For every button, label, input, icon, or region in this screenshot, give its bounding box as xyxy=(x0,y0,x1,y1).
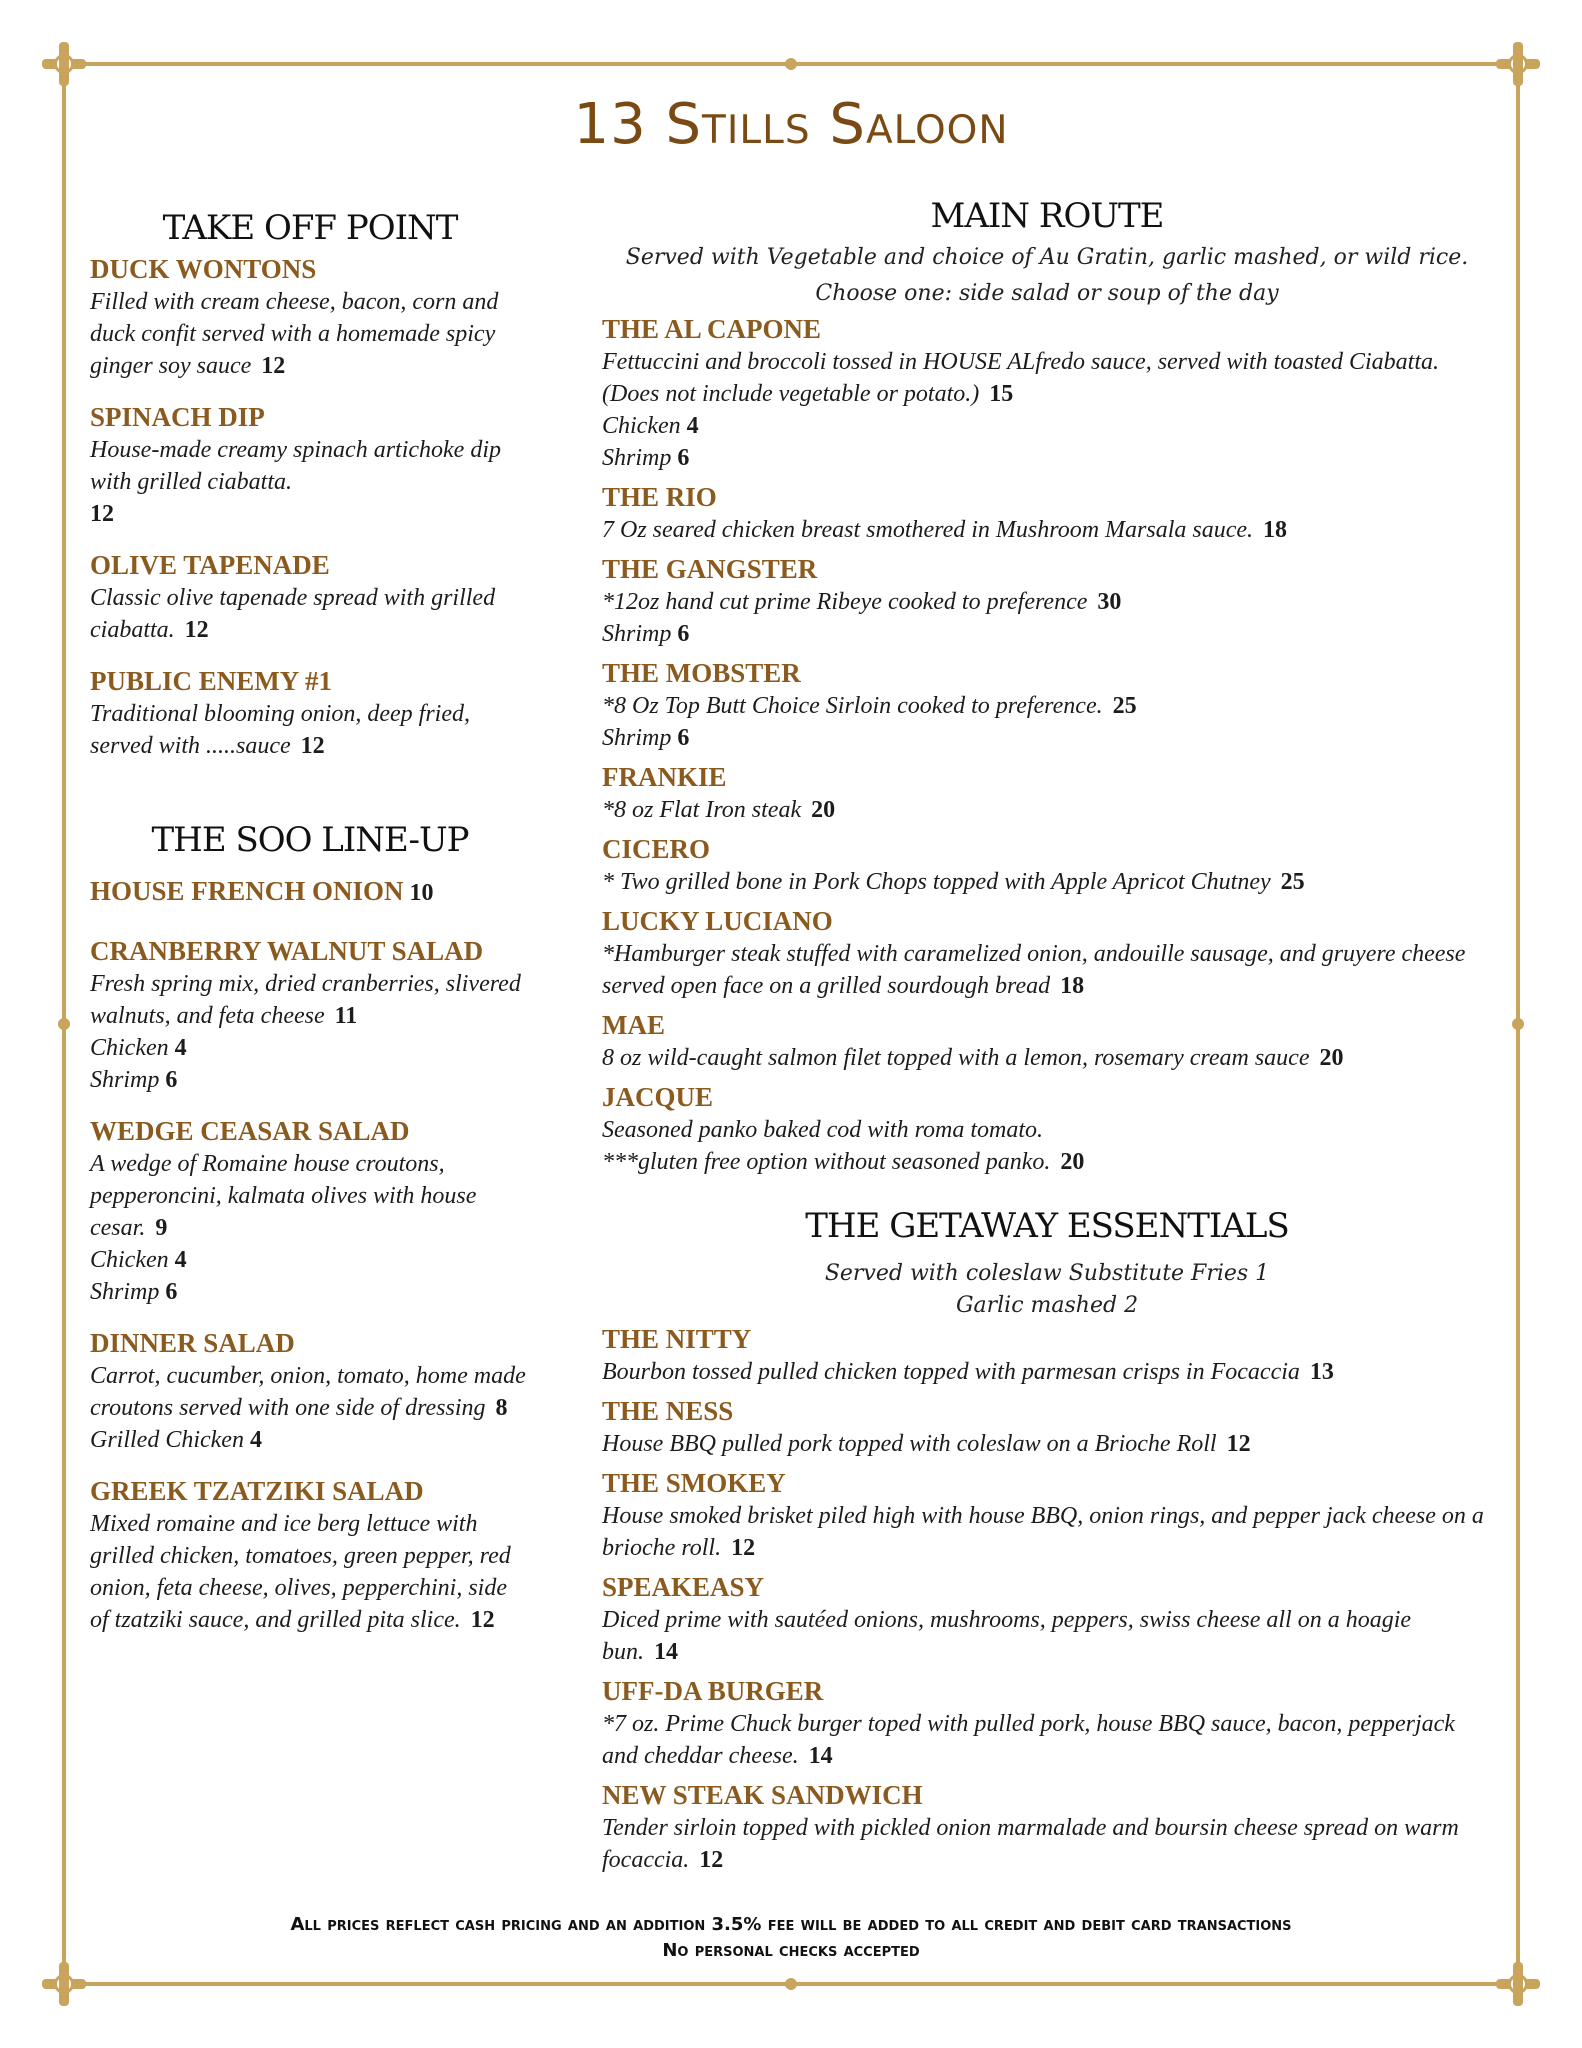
item-name: THE NESS xyxy=(602,1396,734,1426)
item-desc: House-made creamy spinach artichoke dip with grilled ciabatta. xyxy=(90,437,501,495)
item-desc: 8 oz wild-caught salmon filet topped with a lemon, rosemary cream sauce xyxy=(602,1045,1310,1071)
addon: Shrimp 6 xyxy=(602,725,690,751)
item-desc: *8 oz Flat Iron steak xyxy=(602,797,802,823)
item-name: GREEK TZATZIKI SALAD xyxy=(90,1476,424,1506)
item-price: 12 xyxy=(470,1607,495,1633)
footer-line: No personal checks accepted xyxy=(662,1940,920,1961)
item-price: 12 xyxy=(1226,1431,1251,1457)
item-name: PUBLIC ENEMY #1 xyxy=(90,666,333,696)
menu-item xyxy=(90,400,530,530)
item-name: THE NITTY xyxy=(602,1324,752,1354)
item-price: 8 xyxy=(495,1395,508,1421)
item-desc: Seasoned panko baked cod with roma tomato. xyxy=(602,1117,1044,1143)
menu-item xyxy=(602,904,1492,1002)
item-desc: Traditional blooming onion, deep fried, served with .....sauce xyxy=(90,701,471,759)
item-price: 18 xyxy=(1060,973,1085,999)
item-name: CRANBERRY WALNUT SALAD xyxy=(90,936,484,966)
menu-item xyxy=(90,664,530,762)
menu-item xyxy=(90,1474,530,1636)
item-price: 25 xyxy=(1112,693,1137,719)
item-price: 30 xyxy=(1097,589,1122,615)
item-desc: Tender sirloin topped with pickled onion marmalade and boursin cheese spread on warm focaccia. xyxy=(602,1815,1459,1873)
page-title: 13 Stills Saloon xyxy=(573,92,1009,157)
item-price: 18 xyxy=(1263,517,1288,543)
item-name: THE MOBSTER xyxy=(602,658,801,688)
right-column xyxy=(602,196,1492,1882)
menu-item xyxy=(90,874,530,908)
item-name: LUCKY LUCIANO xyxy=(602,906,833,936)
item-desc: *8 Oz Top Butt Choice Sirloin cooked to preference. xyxy=(602,693,1103,719)
item-desc: A wedge of Romaine house croutons, pepperoncini, kalmata olives with house cesar. xyxy=(90,1151,477,1241)
item-desc: House BBQ pulled pork topped with coleslaw on a Brioche Roll xyxy=(602,1431,1217,1457)
addon: Chicken 4 xyxy=(90,1035,187,1061)
take-off-point-heading: TAKE OFF POINT xyxy=(162,208,458,248)
menu-item xyxy=(90,252,530,382)
item-price: 20 xyxy=(1319,1045,1344,1071)
menu-item xyxy=(602,656,1492,754)
menu-item xyxy=(602,1080,1492,1178)
item-name: FRANKIE xyxy=(602,762,727,792)
item-name: HOUSE FRENCH ONION xyxy=(90,876,404,906)
item-desc: Classic olive tapenade spread with grilled ciabatta. xyxy=(90,585,496,643)
item-price: 13 xyxy=(1309,1359,1334,1385)
item-name: THE SMOKEY xyxy=(602,1468,786,1498)
addon: Chicken 4 xyxy=(602,413,699,439)
item-name: THE GANGSTER xyxy=(602,554,818,584)
border-dot xyxy=(785,1978,797,1990)
item-desc: House smoked brisket piled high with house BBQ, onion rings, and pepper jack cheese on a brioche roll. xyxy=(602,1503,1484,1561)
border-dot xyxy=(1512,1018,1524,1030)
item-name: SPEAKEASY xyxy=(602,1572,765,1602)
item-name: WEDGE CEASAR SALAD xyxy=(90,1116,410,1146)
addon: Shrimp 6 xyxy=(90,1067,178,1093)
item-name: MAE xyxy=(602,1010,665,1040)
getaway-subtitle: Garlic mashed 2 xyxy=(955,1293,1139,1318)
item-price: 10 xyxy=(409,880,434,906)
menu-item xyxy=(90,1114,530,1308)
item-name: SPINACH DIP xyxy=(90,402,265,432)
addon: Chicken 4 xyxy=(90,1247,187,1273)
menu-item xyxy=(602,1674,1492,1772)
item-name: DINNER SALAD xyxy=(90,1328,295,1358)
item-name: OLIVE TAPENADE xyxy=(90,550,330,580)
item-desc: Bourbon tossed pulled chicken topped with parmesan crisps in Focaccia xyxy=(602,1359,1300,1385)
item-price: 9 xyxy=(155,1215,168,1241)
border-dot xyxy=(785,58,797,70)
menu-item xyxy=(90,1326,530,1456)
soo-line-up-heading: THE SOO LINE-UP xyxy=(151,820,469,860)
addon: Shrimp 6 xyxy=(602,621,690,647)
menu-item xyxy=(602,1394,1492,1460)
item-name: NEW STEAK SANDWICH xyxy=(602,1780,923,1810)
menu-item xyxy=(602,552,1492,650)
item-desc: 7 Oz seared chicken breast smothered in Mushroom Marsala sauce. xyxy=(602,517,1254,543)
item-name: UFF-DA BURGER xyxy=(602,1676,824,1706)
footer-note xyxy=(0,1912,1582,1964)
item-price: 20 xyxy=(1060,1149,1085,1175)
menu-item xyxy=(90,934,530,1096)
menu-item xyxy=(602,1466,1492,1564)
corner-ornament-top-left xyxy=(42,42,86,86)
menu-item xyxy=(602,312,1492,474)
item-desc: *7 oz. Prime Chuck burger toped with pulled pork, house BBQ sauce, bacon, pepperjack and cheddar cheese. xyxy=(602,1711,1455,1769)
item-name: THE RIO xyxy=(602,482,717,512)
item-name: CICERO xyxy=(602,834,711,864)
addon: Grilled Chicken 4 xyxy=(90,1427,262,1453)
main-route-heading: MAIN ROUTE xyxy=(930,196,1164,236)
menu-item xyxy=(602,1008,1492,1074)
item-price: 12 xyxy=(731,1535,756,1561)
getaway-heading: THE GETAWAY ESSENTIALS xyxy=(805,1206,1289,1246)
item-desc: Fettuccini and broccoli tossed in HOUSE ALfredo sauce, served with toasted Ciabatta.(Does not include vegetable or potato.) xyxy=(602,349,1440,407)
addon: Shrimp 6 xyxy=(90,1279,178,1305)
menu-item xyxy=(602,1570,1492,1668)
corner-ornament-top-right xyxy=(1496,42,1540,86)
menu-item xyxy=(90,548,530,646)
menu-item xyxy=(602,832,1492,898)
item-desc: Filled with cream cheese, bacon, corn and duck confit served with a homemade spicy ginger soy sauce xyxy=(90,289,499,379)
item-price: 12 xyxy=(300,733,325,759)
item-name: DUCK WONTONS xyxy=(90,254,317,284)
item-price: 14 xyxy=(654,1639,678,1665)
left-column xyxy=(90,208,530,1654)
item-price: 14 xyxy=(808,1743,833,1769)
menu-item xyxy=(602,480,1492,546)
item-price: 11 xyxy=(334,1003,358,1029)
main-route-subtitle: Served with Vegetable and choice of Au Gratin, garlic mashed, or wild rice. xyxy=(625,245,1469,270)
corner-ornament-bottom-right xyxy=(1496,1962,1540,2006)
item-price: 12 xyxy=(184,617,209,643)
item-desc: * Two grilled bone in Pork Chops topped with Apple Apricot Chutney xyxy=(602,869,1271,895)
footer-line: All prices reflect cash pricing and an addition 3.5% fee will be added to all credit and debit card transactions xyxy=(290,1914,1292,1935)
item-price: 25 xyxy=(1280,869,1305,895)
main-route-subtitle: Choose one: side salad or soup of the day xyxy=(815,281,1279,306)
getaway-subtitle: Served with coleslaw Substitute Fries 1 xyxy=(824,1261,1270,1286)
menu-item xyxy=(602,760,1492,826)
item-desc: Diced prime with sautéed onions, mushrooms, peppers, swiss cheese all on a hoagie bun. xyxy=(602,1607,1412,1665)
item-desc: ***gluten free option without seasoned panko. xyxy=(602,1149,1051,1175)
corner-ornament-bottom-left xyxy=(42,1962,86,2006)
item-desc: *Hamburger steak stuffed with caramelized onion, andouille sausage, and gruyere cheese served open face on a grilled sourdough bread xyxy=(602,941,1466,999)
border-dot xyxy=(58,1018,70,1030)
item-name: JACQUE xyxy=(602,1082,714,1112)
item-desc: Fresh spring mix, dried cranberries, slivered walnuts, and feta cheese xyxy=(90,971,521,1029)
item-price: 12 xyxy=(261,353,286,379)
addon: Shrimp 6 xyxy=(602,445,690,471)
item-name: THE AL CAPONE xyxy=(602,314,822,344)
item-price: 12 xyxy=(699,1847,724,1873)
item-price: 20 xyxy=(811,797,836,823)
item-desc: *12oz hand cut prime Ribeye cooked to preference xyxy=(602,589,1088,615)
menu-item xyxy=(602,1778,1492,1876)
item-desc: Carrot, cucumber, onion, tomato, home made croutons served with one side of dressing xyxy=(90,1363,526,1421)
item-price: 12 xyxy=(90,501,114,527)
menu-item xyxy=(602,1322,1492,1388)
item-price: 15 xyxy=(989,381,1014,407)
item-desc: Mixed romaine and ice berg lettuce with grilled chicken, tomatoes, green pepper, red onion, feta cheese, olives, pepperchini, side of tzatziki sauce, and grilled pita slice. xyxy=(90,1511,511,1633)
